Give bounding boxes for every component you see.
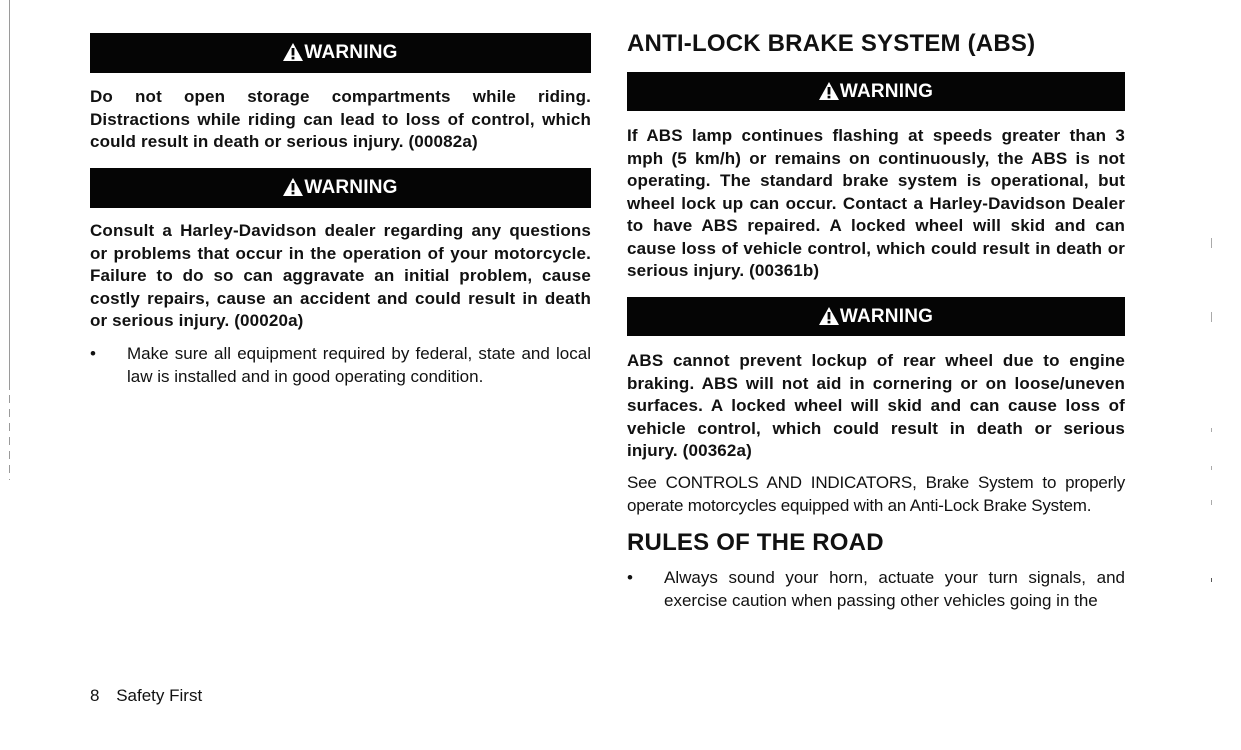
page-footer (90, 685, 202, 707)
warning-message: Consult a Harley-Davidson dealer regarding any questions or problems that occur in the operation of your motorcycle. Failure to do so can aggravate an initial problem, cause costly repairs, cause an accident and could result in death or serious injury. (00020a) (90, 221, 591, 330)
reference-paragraph: See CONTROLS AND INDICATORS, Brake System to properly operate motorcycles equipped with an Anti-Lock Brake System. (627, 473, 1125, 515)
warning-banner (90, 168, 591, 208)
warning-message: ABS cannot prevent lockup of rear wheel due to engine braking. ABS will not aid in cornering or on loose/uneven surfaces. A locked wheel will skid and can cause loss of vehicle control, which could result in death or serious injury. (00362a) (627, 351, 1125, 460)
bullet-icon: • (627, 568, 633, 587)
warning-label: WARNING (839, 80, 934, 102)
warning-triangle-icon (819, 307, 839, 325)
scan-speck (1211, 428, 1212, 432)
bullet-text: Make sure all equipment required by federal, state and local law is installed and in good operating condition. (127, 344, 591, 386)
section-heading-abs: ANTI-LOCK BRAKE SYSTEM (ABS) (627, 30, 1036, 57)
bullet-text: Always sound your horn, actuate your turn signals, and exercise caution when passing other vehicles going in the (664, 568, 1125, 610)
scan-speck (1211, 312, 1212, 322)
bullet-list-item (627, 567, 1125, 612)
bullet-list-item (90, 343, 591, 388)
page-number: 8 (90, 686, 100, 705)
scan-speck (1211, 238, 1212, 248)
scan-speck (1211, 466, 1212, 470)
warning-banner (90, 33, 591, 73)
section-name: Safety First (116, 686, 203, 705)
warning-triangle-icon (283, 178, 303, 196)
warning-label: WARNING (304, 42, 398, 63)
warning-label: WARNING (839, 305, 934, 327)
section-heading-rules-of-the-road: RULES OF THE ROAD (627, 529, 884, 556)
warning-triangle-icon (283, 43, 303, 61)
warning-message: Do not open storage compartments while riding. Distractions while riding can lead to loss of control, which could result in death or serious injury. (00082a) (90, 87, 591, 151)
scan-speck (1211, 578, 1212, 582)
warning-triangle-icon (819, 82, 839, 100)
bullet-icon: • (90, 344, 96, 363)
page-edge-dashed-line (9, 395, 10, 480)
warning-message: If ABS lamp continues flashing at speeds greater than 3 mph (5 km/h) or remains on continuously, the ABS is not operating. The standard brake system is operational, but wheel lock up can occur. Contact a Harley-Davidson Dealer to have ABS repaired. A locked wheel will skid and can cause loss of vehicle control, which could result in death or serious injury. (00361b) (627, 126, 1125, 280)
page-edge-line (9, 0, 10, 390)
scan-speck (1211, 500, 1212, 505)
warning-banner (627, 297, 1125, 336)
warning-label: WARNING (304, 177, 398, 198)
warning-banner (627, 72, 1125, 111)
